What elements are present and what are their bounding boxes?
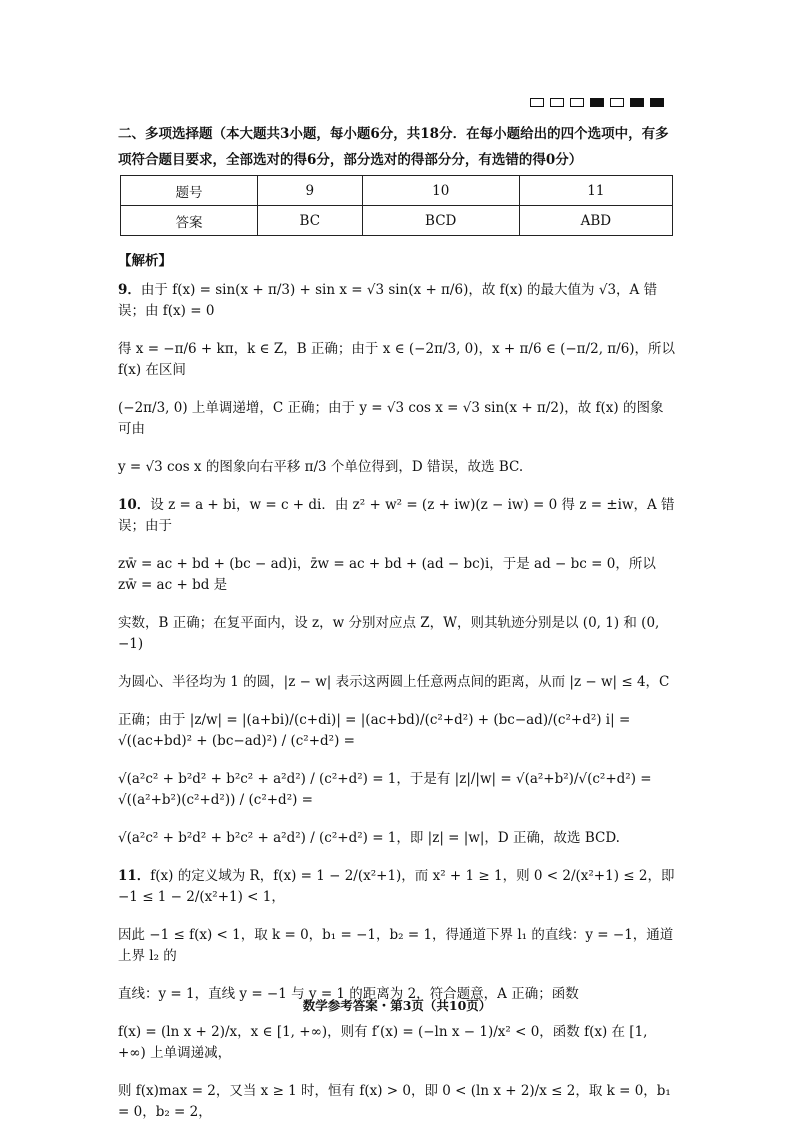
solution-line: 因此 −1 ≤ f(x) < 1，取 k = 0，b₁ = −1，b₂ = 1，得通道下界 l₁ 的直线：y = −1，通道上界 l₂ 的 — [118, 927, 674, 964]
solution-line — [118, 866, 676, 908]
solution-line: 得 x = −π/6 + kπ，k ∈ Z，B 正确；由于 x ∈ (−2π/3, 0)，x + π/6 ∈ (−π/2, π/6)，所以 f(x) 在区间 — [118, 341, 676, 378]
answer-cell: BCD — [362, 206, 519, 236]
solution-line: y = √3 cos x 的图象向右平移 π/3 个单位得到，D 错误，故选 BC. — [118, 459, 524, 475]
answer-table — [120, 175, 673, 236]
solution-line: 正确；由于 |z/w| = |(a+bi)/(c+di)| = |(ac+bd)/(c²+d²) + (bc−ad)/(c²+d²) i| = √((ac+bd)² + (bc−ad)²) / (c²+d²) = — [118, 712, 631, 749]
question-number-header: 题号 — [121, 176, 258, 206]
mark-box — [550, 98, 564, 107]
answer-sheet-marks — [530, 98, 664, 107]
section-heading: 二、多项选择题（本大题共3小题，每小题6分，共18分．在每小题给出的四个选项中，有多项符合题目要求，全部选对的得6分，部分选对的得部分分，有选错的得0分） — [118, 126, 669, 168]
mark-box — [650, 98, 664, 107]
table-row — [121, 176, 673, 206]
solution-text: f(x) 的定义域为 R，f(x) = 1 − 2/(x²+1)，而 x² + 1 ≥ 1，则 0 < 2/(x²+1) ≤ 2，即 −1 ≤ 1 − 2/(x²+1) < 1， — [118, 868, 675, 905]
solution-line: √(a²c² + b²d² + b²c² + a²d²) / (c²+d²) = 1，即 |z| = |w|，D 正确，故选 BCD. — [118, 830, 620, 846]
mark-box — [590, 98, 604, 107]
solution-text: 由于 f(x) = sin(x + π/3) + sin x = √3 sin(x + π/6)，故 f(x) 的最大值为 √3，A 错误；由 f(x) = 0 — [118, 282, 658, 319]
solution-line: 为圆心、半径均为 1 的圆，|z − w| 表示这两圆上任意两点间的距离，从而 |z − w| ≤ 4，C — [118, 674, 670, 690]
mark-box — [570, 98, 584, 107]
solution-line: √(a²c² + b²d² + b²c² + a²d²) / (c²+d²) = 1，于是有 |z|/|w| = √(a²+b²)/√(c²+d²) = √((a²+b²)(c²+d²)) / (c²+d²) = — [118, 771, 652, 808]
solution-line — [118, 495, 676, 537]
answer-cell: ABD — [519, 206, 672, 236]
table-row — [121, 206, 673, 236]
question-number-cell: 11 — [519, 176, 672, 206]
solution-10 — [118, 495, 676, 849]
answer-header: 答案 — [121, 206, 258, 236]
question-number: 11． — [118, 868, 151, 884]
answer-cell: BC — [258, 206, 363, 236]
solution-line: (−2π/3, 0) 上单调递增，C 正确；由于 y = √3 cos x = √3 sin(x + π/2)，故 f(x) 的图象可由 — [118, 400, 664, 437]
solution-text: 设 z = a + bi，w = c + di．由 z² + w² = (z + iw)(z − iw) = 0 得 z = ±iw，A 错误；由于 — [118, 497, 675, 534]
question-number: 9． — [118, 282, 141, 298]
solution-line: 直线：y = 1，直线 y = −1 与 y = 1 的距离为 2，符合题意，A 正确；函数 — [118, 986, 579, 1002]
solution-line: 实数，B 正确；在复平面内，设 z，w 分别对应点 Z，W，则其轨迹分别是以 (0, 1) 和 (0, −1) — [118, 615, 660, 652]
analysis-label: 【解析】 — [118, 253, 172, 269]
solution-9 — [118, 280, 676, 478]
page-footer: 数学参考答案・第3页（共10页） — [302, 998, 492, 1013]
mark-box — [530, 98, 544, 107]
solution-line: 则 f(x)max = 2，又当 x ≥ 1 时，恒有 f(x) > 0，即 0 < (ln x + 2)/x ≤ 2，取 k = 0，b₁ = 0，b₂ = 2， — [118, 1083, 671, 1120]
question-number-cell: 10 — [362, 176, 519, 206]
solution-line — [118, 280, 676, 322]
mark-box — [630, 98, 644, 107]
solution-11 — [118, 866, 676, 1123]
solution-line: f(x) = (ln x + 2)/x，x ∈ [1, +∞)，则有 f′(x) = (−ln x − 1)/x² < 0，函数 f(x) 在 [1, +∞) 上单调递减， — [118, 1024, 648, 1061]
mark-box — [610, 98, 624, 107]
solution-line: zw̄ = ac + bd + (bc − ad)i，z̄w = ac + bd + (ad − bc)i，于是 ad − bc = 0，所以 zw̄ = ac + bd 是 — [118, 556, 656, 593]
question-number: 10． — [118, 497, 151, 513]
question-number-cell: 9 — [258, 176, 363, 206]
